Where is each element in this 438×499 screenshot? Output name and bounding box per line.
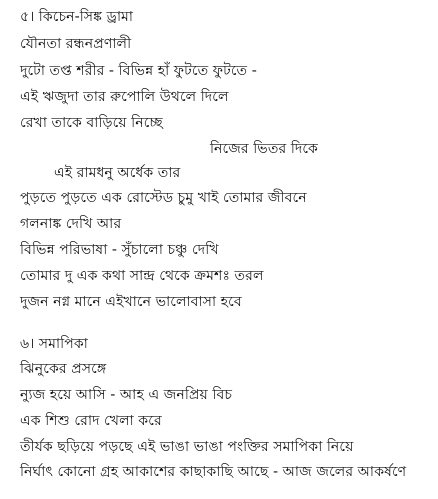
poem-5-line-3: এই ঋজুদা তার রুপোলি উথলে দিলে: [20, 89, 229, 105]
poem-5-line-7: পুড়তে পুড়তে এক রোস্টেড চুমু খাই তোমার জীবনে: [20, 190, 307, 206]
poem-5-line-4: রেখা তাকে বাড়িয়ে নিচ্ছে: [20, 115, 163, 131]
poem-6-line-3: এক শিশু রোদ খেলা করে: [20, 413, 162, 429]
poem-6-line-2: ন্যুজ হয়ে আসি - আহ এ জনপ্রিয় বিচ: [20, 387, 233, 403]
poem-6-line-4: তীর্যক ছড়িয়ে পড়ছে এই ভাঙা ভাঙা পংক্তির সমাপিকা নিয়ে: [20, 439, 354, 455]
poem-5-line-5: নিজের ভিতর দিকে: [210, 141, 318, 157]
poem-6-line-1: ঝিনুকের প্রসঙ্গে: [20, 361, 107, 377]
poem-5-heading: ৫। কিচেন-সিঙ্ক ড্রামা: [20, 9, 134, 25]
poem-5-line-10: তোমার দু এক কথা সান্দ্র থেকে ক্রমশঃ তরল: [20, 268, 264, 284]
poem-6-line-5: নির্ঘাৎ কোনো গ্রহ আকাশের কাছাকাছি আছে - আজ জলের আকর্ষণে: [20, 464, 407, 480]
poem-5-line-8: গলনাঙ্ক দেখি আর: [20, 216, 122, 232]
poem-5-line-11: দুজন নগ্ন মানে এইখানে ভালোবাসা হবে: [20, 294, 242, 310]
poem-5-line-6: এই রামধনু অর্ধেক তার: [54, 165, 181, 181]
poem-6-heading: ৬। সমাপিকা: [20, 336, 88, 352]
poem-5-line-1: যৌনতা রন্ধনপ্রণালী: [20, 36, 132, 52]
poem-5-line-9: বিভিন্ন পরিভাষা - সুঁচালো চঞ্চু দেখি: [20, 242, 219, 258]
poem-5-line-2: দুটো তপ্ত শরীর - বিভিন্ন হাঁ ফুটতে ফুটতে -: [20, 63, 257, 79]
